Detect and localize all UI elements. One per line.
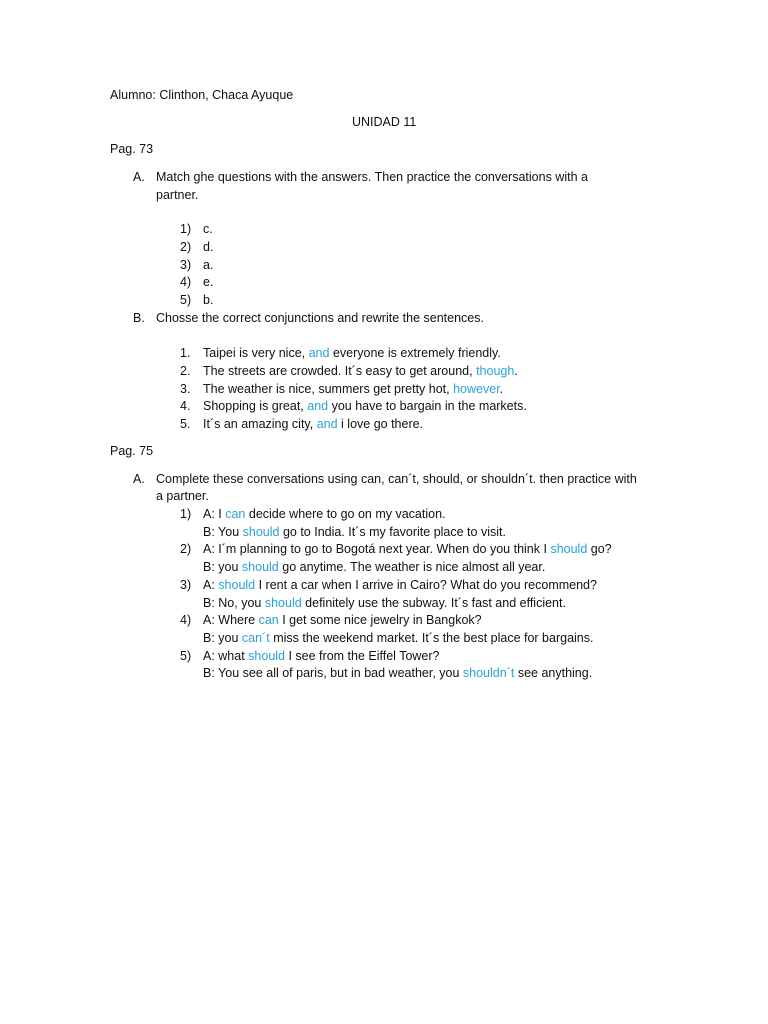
- sentence-part: .: [514, 364, 518, 378]
- sentence-part: I get some nice jewelry in Bangkok?: [278, 613, 482, 627]
- sentence-part: go?: [587, 542, 612, 556]
- conversation-line-b: [203, 595, 566, 611]
- list-item-number: 3): [180, 578, 192, 592]
- sentence-part: A: I´m planning to go to Bogotá next year. When do you think I: [203, 542, 551, 556]
- highlighted-conjunction: however: [453, 382, 500, 396]
- sentence-part: .: [499, 382, 504, 396]
- sentence-text: [203, 345, 501, 361]
- sentence-part: B: You see all of paris, but in bad weather, you: [203, 666, 463, 680]
- highlighted-modal: should: [248, 649, 286, 663]
- sentence-part: B: you: [203, 560, 242, 574]
- sentence-part: A: Where: [203, 613, 259, 627]
- list-item-value: d.: [203, 240, 214, 254]
- sentence-part: decide where to go on my vacation.: [245, 507, 446, 521]
- list-item-value: e.: [203, 275, 214, 289]
- student-name: Alumno: Clinthon, Chaca Ayuque: [110, 88, 294, 102]
- conversation-line-b: [203, 665, 592, 681]
- highlighted-modal: should: [241, 560, 279, 574]
- highlighted-modal: should: [218, 578, 256, 592]
- sentence-text: [203, 416, 423, 432]
- list-item-number: 2): [180, 542, 192, 556]
- sentence-part: The streets are crowded. It´s easy to get around,: [203, 364, 477, 378]
- conversation-line-a: [203, 612, 482, 628]
- part-a-instruction-line1: Match ghe questions with the answers. Then practice the conversations with a: [156, 170, 588, 184]
- list-item-number: 1): [180, 222, 192, 236]
- highlighted-modal: should: [264, 596, 302, 610]
- sentence-part: B: you: [203, 631, 242, 645]
- list-item-number: 3): [180, 258, 192, 272]
- sentence-part: I see from the Eiffel Tower?: [285, 649, 440, 663]
- part-a2-instruction-line1: Complete these conversations using can, can´t, should, or shouldn´t. then practice with: [156, 472, 637, 486]
- sentence-part: Shopping is great,: [203, 399, 308, 413]
- conversation-line-b: [203, 559, 545, 575]
- sentence-part: you have to bargain in the markets.: [328, 399, 527, 413]
- sentence-part: go anytime. The weather is nice almost all year.: [278, 560, 546, 574]
- sentence-part: see anything.: [514, 666, 593, 680]
- list-item-number: 1.: [180, 346, 191, 360]
- conversation-line-a: [203, 577, 597, 593]
- list-item-value: b.: [203, 293, 214, 307]
- highlighted-conjunction: and: [308, 346, 330, 360]
- highlighted-conjunction: though: [476, 364, 515, 378]
- highlighted-modal: should: [242, 525, 280, 539]
- list-item-number: 5): [180, 293, 192, 307]
- sentence-part: Taipei is very nice,: [203, 346, 309, 360]
- page-label-75: Pag. 75: [110, 444, 154, 458]
- part-b-letter: B.: [133, 311, 145, 325]
- list-item-number: 2.: [180, 364, 191, 378]
- sentence-part: A: I: [203, 507, 226, 521]
- highlighted-modal: can: [225, 507, 246, 521]
- part-a-letter: A.: [133, 170, 145, 184]
- list-item-number: 2): [180, 240, 192, 254]
- highlighted-modal: can´t: [241, 631, 270, 645]
- sentence-part: everyone is extremely friendly.: [329, 346, 501, 360]
- sentence-part: It´s an amazing city,: [203, 417, 317, 431]
- sentence-part: B: No, you: [203, 596, 265, 610]
- sentence-text: [203, 398, 527, 414]
- highlighted-conjunction: and: [316, 417, 338, 431]
- part-a2-instruction-line2: a partner.: [156, 489, 209, 503]
- conversation-line-b: [203, 524, 506, 540]
- page-label-73: Pag. 73: [110, 142, 154, 156]
- part-a-instruction-line2: partner.: [156, 188, 199, 202]
- list-item-number: 5): [180, 649, 192, 663]
- unit-title: UNIDAD 11: [352, 115, 417, 129]
- list-item-value: c.: [203, 222, 213, 236]
- list-item-number: 3.: [180, 382, 191, 396]
- highlighted-conjunction: and: [307, 399, 329, 413]
- list-item-number: 1): [180, 507, 192, 521]
- highlighted-modal: can: [258, 613, 279, 627]
- list-item-number: 4.: [180, 399, 191, 413]
- conversation-line-a: [203, 541, 612, 557]
- sentence-part: The weather is nice, summers get pretty hot,: [203, 382, 454, 396]
- sentence-part: miss the weekend market. It´s the best place for bargains.: [269, 631, 594, 645]
- sentence-text: [203, 363, 518, 379]
- conversation-line-a: [203, 506, 446, 522]
- highlighted-modal: should: [550, 542, 588, 556]
- sentence-part: A: what: [203, 649, 249, 663]
- conversation-line-b: [203, 630, 593, 646]
- sentence-part: B: You: [203, 525, 243, 539]
- part-b-instruction: Chosse the correct conjunctions and rewrite the sentences.: [156, 311, 484, 325]
- list-item-number: 5.: [180, 417, 191, 431]
- sentence-text: [203, 381, 503, 397]
- conversation-line-a: [203, 648, 440, 664]
- sentence-part: definitely use the subway. It´s fast and efficient.: [301, 596, 566, 610]
- sentence-part: go to India. It´s my favorite place to visit.: [279, 525, 506, 539]
- sentence-part: I rent a car when I arrive in Cairo? What do you recommend?: [255, 578, 597, 592]
- highlighted-modal: shouldn´t: [462, 666, 515, 680]
- part-a2-letter: A.: [133, 472, 145, 486]
- list-item-number: 4): [180, 613, 192, 627]
- list-item-number: 4): [180, 275, 192, 289]
- sentence-part: A:: [203, 578, 219, 592]
- list-item-value: a.: [203, 258, 214, 272]
- sentence-part: i love go there.: [337, 417, 424, 431]
